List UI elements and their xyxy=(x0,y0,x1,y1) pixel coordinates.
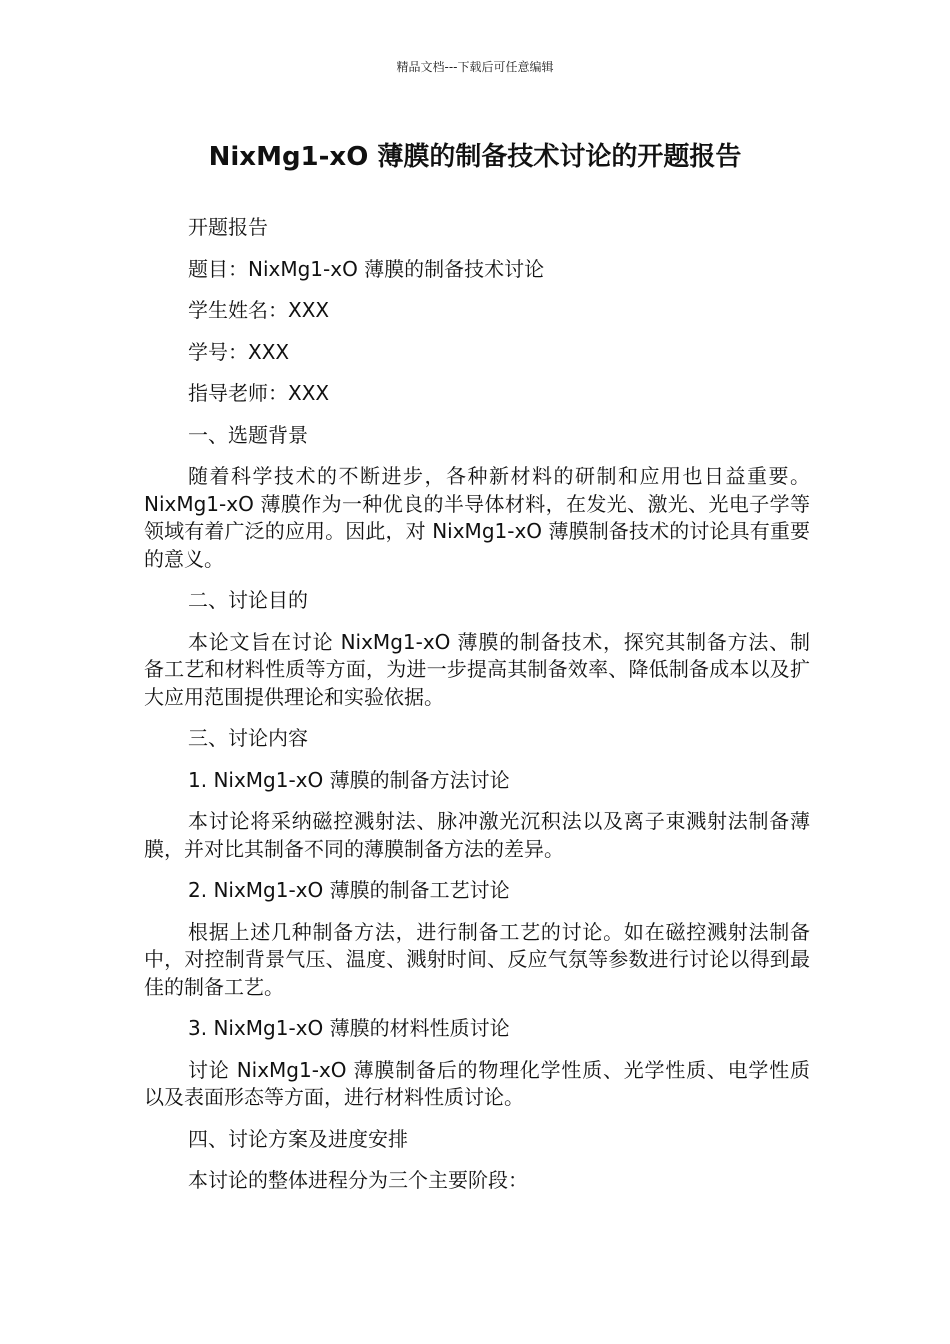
document-title: NixMg1-xO 薄膜的制备技术讨论的开题报告 xyxy=(208,142,742,172)
paragraph-student-name: 学生姓名：XXX xyxy=(188,298,330,322)
subheading-methods: 1. NixMg1-xO 薄膜的制备方法讨论 xyxy=(188,767,510,792)
paragraph-topic: 题目：NixMg1-xO 薄膜的制备技术讨论 xyxy=(188,256,545,281)
section-heading-purpose: 二、讨论目的 xyxy=(188,588,308,612)
paragraph-background: 随着科学技术的不断进步，各种新材料的研制和应用也日益重要。NixMg1-xO 薄膜作为一种优良的半导体材料，在发光、激光、光电子学等领域有着广泛的应用。因此，对 NixMg1-xO 薄膜制备技术的讨论具有重要的意义。 xyxy=(144,464,810,571)
paragraph-advisor: 指导老师：XXX xyxy=(188,381,330,405)
subheading-process: 2. NixMg1-xO 薄膜的制备工艺讨论 xyxy=(188,878,510,902)
paragraph-process: 根据上述几种制备方法，进行制备工艺的讨论。如在磁控溅射法制备中，对控制背景气压、温度、溅射时间、反应气氛等参数进行讨论以得到最佳的制备工艺。 xyxy=(144,919,810,999)
paragraph-plan-intro: 本讨论的整体进程分为三个主要阶段： xyxy=(188,1168,528,1192)
section-heading-background: 一、选题背景 xyxy=(188,422,308,447)
paragraph-student-id: 学号：XXX xyxy=(188,339,290,364)
section-heading-content: 三、讨论内容 xyxy=(188,726,308,750)
paragraph-purpose: 本论文旨在讨论 NixMg1-xO 薄膜的制备技术，探究其制备方法、制备工艺和材料性质等方面，为进一步提高其制备效率、降低制备成本以及扩大应用范围提供理论和实验依据。 xyxy=(144,629,810,709)
paragraph-properties: 讨论 NixMg1-xO 薄膜制备后的物理化学性质、光学性质、电学性质以及表面形态等方面，进行材料性质讨论。 xyxy=(144,1057,810,1109)
paragraph-methods: 本讨论将采纳磁控溅射法、脉冲激光沉积法以及离子束溅射法制备薄膜，并对比其制备不同的薄膜制备方法的差异。 xyxy=(144,809,810,861)
page-header-note: 精品文档---下载后可任意编辑 xyxy=(396,60,554,74)
paragraph-report-label: 开题报告 xyxy=(188,215,268,239)
section-heading-plan: 四、讨论方案及进度安排 xyxy=(188,1126,408,1151)
subheading-properties: 3. NixMg1-xO 薄膜的材料性质讨论 xyxy=(188,1016,510,1040)
document-body xyxy=(144,214,810,1209)
